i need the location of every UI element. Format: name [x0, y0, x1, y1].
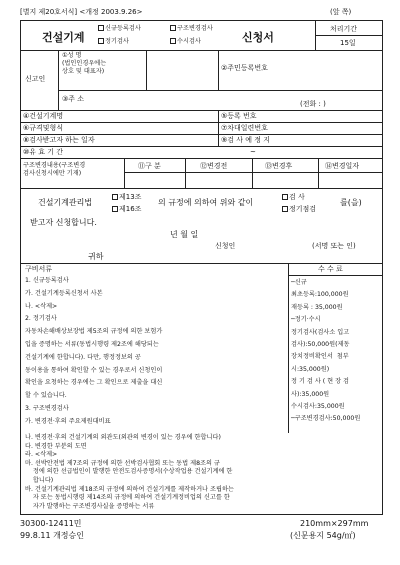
document-item: 확인을 요청하는 경우에는 그 확인으로 제출을 대신 [25, 379, 163, 387]
place-input[interactable] [290, 135, 382, 146]
fee-line: 사):35,000원 [291, 390, 330, 398]
type-option-occasional[interactable]: 수시검사 [170, 38, 201, 46]
validity-from-input[interactable] [100, 147, 240, 158]
document-item: 마. 선박안전법 제7조의 규정에 의한 선박검사협회 또는 동법 제8조의 규 [25, 459, 220, 467]
document-item: 다. 변경한 부분의 도면 [25, 442, 87, 450]
chassis-input[interactable] [290, 123, 382, 134]
id-input[interactable] [290, 51, 382, 89]
fee-line: 검사):50,000원(제동 [291, 341, 350, 349]
document-item: 가. 건설기계등록신청서 사본 [25, 289, 103, 297]
address-input[interactable] [100, 91, 300, 109]
place-label: ⑨검 사 예 정 지 [221, 136, 270, 144]
change-col-date: ⑭변경일자 [325, 162, 360, 170]
statement-option-16[interactable]: 제16조 [112, 205, 141, 214]
footer-paper-type: (신문용지 54g/㎡) [290, 531, 356, 540]
processing-label: 처리기간 [330, 25, 358, 33]
change-type-input[interactable] [125, 173, 184, 187]
fee-line: ─구조변경검사:50,000원 [291, 415, 361, 423]
document-item: 합니다) [25, 476, 54, 484]
name-input[interactable] [147, 51, 217, 89]
type-option-change[interactable]: 구조변경검사 [170, 25, 213, 33]
document-item: 정에 의한 선급법인이 발행한 안전도검사증명서(수상작업용 건설기계에 한 [25, 468, 233, 476]
fees-list [291, 277, 382, 426]
statement-recipient: 귀하 [88, 252, 104, 261]
document-item: 할 수 있습니다. [25, 392, 67, 400]
fees-title: 수 수 료 [318, 265, 343, 273]
statement-date[interactable]: 년 월 일 [170, 230, 199, 239]
document-item: 동이용을 통하여 확인할 수 있는 경우로서 신청인이 [25, 366, 163, 374]
applicant-group-label: 신고인 [25, 75, 46, 83]
document-item: 자가 발행하는 구조변경사실을 증명하는 서류 [25, 502, 155, 510]
model-label: ④건설기계명 [23, 112, 64, 120]
phone-label: (전화 : ) [300, 100, 326, 108]
document-item: 라. <삭제> [25, 451, 58, 459]
statement-law: 건설기계관리법 [38, 198, 93, 207]
reg-label: ⑤등록 번호 [221, 112, 257, 120]
fee-line: ─신규 [291, 279, 307, 286]
change-col-after: ⑬변경후 [265, 162, 293, 170]
spec-input[interactable] [120, 123, 215, 134]
title-suffix: 신청서 [242, 31, 274, 44]
fee-line: 재등록 : 35,000원 [291, 303, 343, 311]
statement-line2: 받고자 신청합니다. [30, 218, 97, 227]
document-item: 입을 증명하는 서류(동법시행령 제2조에 해당되는 [25, 340, 159, 348]
signature-field[interactable]: (서명 또는 인) [312, 242, 356, 250]
document-item: 자 또는 동법시행령 제14조의 규정에 의하여 건설기계정비업의 신고를 한 [25, 494, 230, 502]
document-item: 1. 신규등록검사 [25, 277, 69, 284]
statement-end: 를(을) [340, 198, 362, 207]
fee-line: 정기검사(검사소 입고 [291, 328, 350, 336]
change-before-input[interactable] [186, 173, 251, 187]
change-date-input[interactable] [319, 173, 382, 187]
change-col-before: ⑫변경전 [200, 162, 228, 170]
document-item: 나. <삭제> [25, 302, 58, 310]
document-item: 건설기계에 한합니다). 다만, 행정정보의 공 [25, 353, 141, 361]
validity-separator: ~ [250, 148, 256, 156]
document-item: 바. 건설기계관리법 제18조의 규정에 의하여 건설기계를 제작하거나 조립하는 [25, 485, 234, 493]
reg-input[interactable] [290, 111, 382, 122]
spec-label: ⑥규격및형식 [23, 124, 64, 132]
footer-code: 30300-12411민 [20, 519, 82, 528]
date-label: ⑧검사받고자 하는 일자 [23, 136, 95, 144]
id-label: ②주민등록번호 [221, 64, 268, 72]
statement-applicant: 신청인 [215, 242, 236, 250]
change-col-type: ⑪구 분 [138, 162, 161, 170]
validity-to-input[interactable] [262, 147, 382, 158]
model-input[interactable] [120, 111, 215, 122]
statement-middle: 의 규정에 의하여 위와 같이 [158, 198, 254, 207]
fee-line: 장치정비확인서 첨부 [291, 353, 349, 361]
document-item: 가. 변경전·후의 주요제원대비표 [25, 417, 111, 425]
documents-list [25, 275, 287, 429]
side-label: (앞 쪽) [330, 8, 352, 16]
fee-line: ─정기·수시 [291, 316, 321, 324]
documents-list-continued [25, 434, 380, 511]
fee-line: 시:35,000원) [291, 365, 330, 373]
chassis-label: ⑦차대일련번호 [221, 124, 268, 132]
footer-paper-size: 210mm×297mm [300, 519, 369, 528]
form-number: [별지 제20호서식] <개정 2003.9.26> [20, 8, 143, 16]
statement-option-13[interactable]: 제13조 [112, 193, 141, 202]
footer-approval: 99.8.11 개정승인 [20, 531, 84, 540]
fee-line: 정 기 검 사 ( 현 장 검 [291, 378, 350, 386]
type-option-regular[interactable]: 정기검사 [98, 38, 129, 46]
statement-check-regular[interactable]: 정기점검 [282, 205, 316, 214]
document-item: 2. 정기검사 [25, 315, 57, 323]
document-item: 나. 변경전·후의 건설기계의 외관도(외관의 변경이 있는 경우에 한합니다) [25, 434, 221, 441]
address-label: ③주 소 [62, 95, 85, 103]
document-item: 3. 구조변경검사 [25, 404, 69, 412]
fee-line: 수시검사:35,000원 [291, 403, 345, 411]
type-option-new[interactable]: 신규등록검사 [98, 25, 141, 33]
fee-line: 최초등록:100,000원 [291, 291, 349, 299]
name-label: ①성 명 (법인인경우에는 상호 및 대표자) [62, 52, 107, 75]
documents-title: 구비서류 [25, 265, 53, 273]
date-input[interactable] [130, 135, 215, 146]
change-label: 구조변경내용(구조변경 검사신청시에만 기재) [23, 162, 86, 177]
change-after-input[interactable] [253, 173, 317, 187]
validity-label: ⑩유 효 기 간 [23, 148, 63, 156]
title-prefix: 건설기계 [42, 31, 85, 44]
processing-value: 15일 [340, 39, 356, 47]
document-item: 자동차손해배상보장법 제5조의 규정에 의한 보험가 [25, 328, 163, 336]
statement-check-inspection[interactable]: 검 사 [282, 193, 305, 202]
